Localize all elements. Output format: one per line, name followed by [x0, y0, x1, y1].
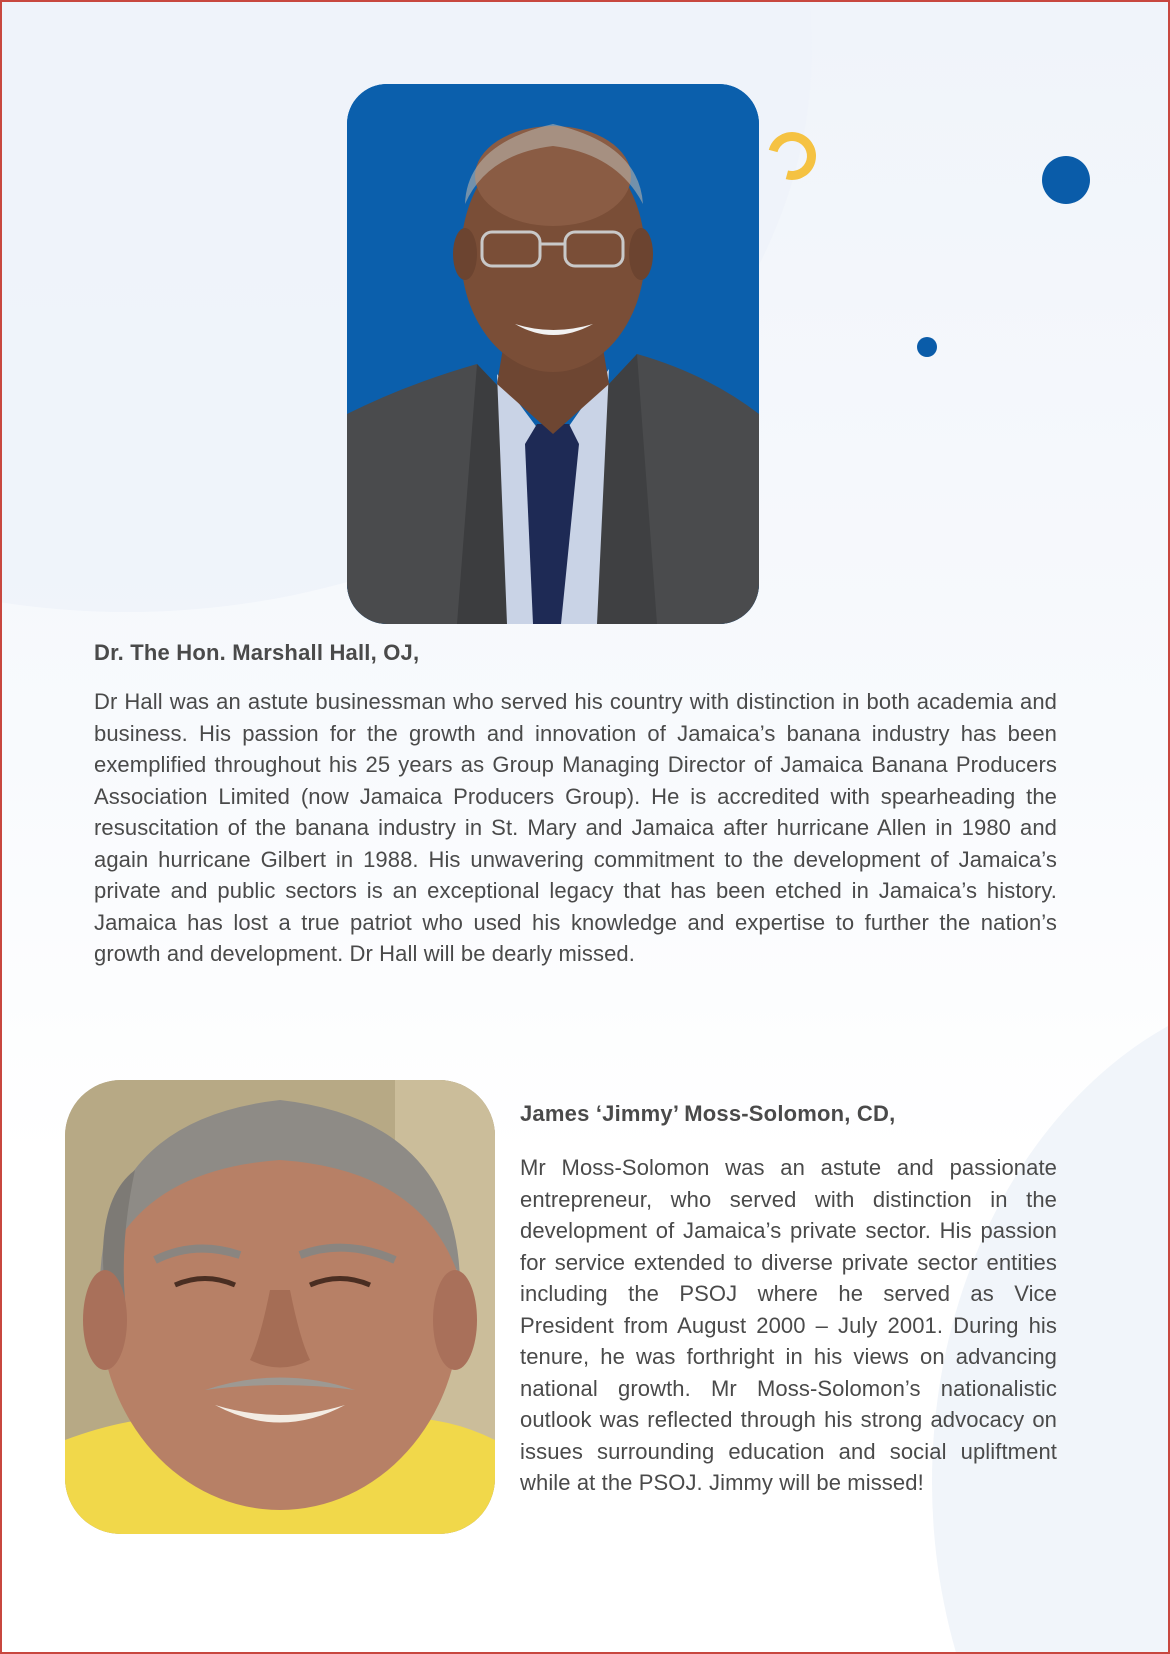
tribute-bio-jimmy-moss-solomon: Mr Moss-Solomon was an astute and passionate entrepreneur, who served with distinction in the development of Jamaica’s private sector. His passion for service extended to diverse private sector entities including the PSOJ where he served as Vice President from August 2000 – July 2001. During his tenure, he was forthright in his views on advancing national growth. Mr Moss-Solomon’s nationalistic outlook was reflected through his strong advocacy on issues surrounding education and social upliftment while at the PSOJ. Jimmy will be missed! — [520, 1155, 1057, 1495]
portrait-marshall-hall — [347, 84, 759, 624]
tribute-name-jimmy-moss-solomon: James ‘Jimmy’ Moss-Solomon, CD, — [520, 1101, 896, 1126]
blue-dot-large-decoration — [1042, 156, 1090, 204]
tribute-name-marshall-hall: Dr. The Hon. Marshall Hall, OJ, — [94, 640, 420, 665]
portrait-jimmy-moss-solomon — [65, 1080, 495, 1534]
tribute-bio-marshall-hall: Dr Hall was an astute businessman who served his country with distinction in both academia and business. His passion for the growth and innovation of Jamaica’s banana industry has been exemplified throughout his 25 years as Group Managing Director of Jamaica Banana Producers Association Limited (now Jamaica Producers Group). He is accredited with spearheading the resuscitation of the banana industry in St. Mary and Jamaica after hurricane Allen in 1980 and again hurricane Gilbert in 1988. His unwavering commitment to the development of Jamaica’s private and public sectors is an exceptional legacy that has been etched in Jamaica’s history. Jamaica has lost a true patriot who used his knowledge and expertise to further the nation’s growth and development. Dr Hall will be dearly missed. — [94, 689, 1057, 966]
blue-dot-small-decoration — [917, 337, 937, 357]
